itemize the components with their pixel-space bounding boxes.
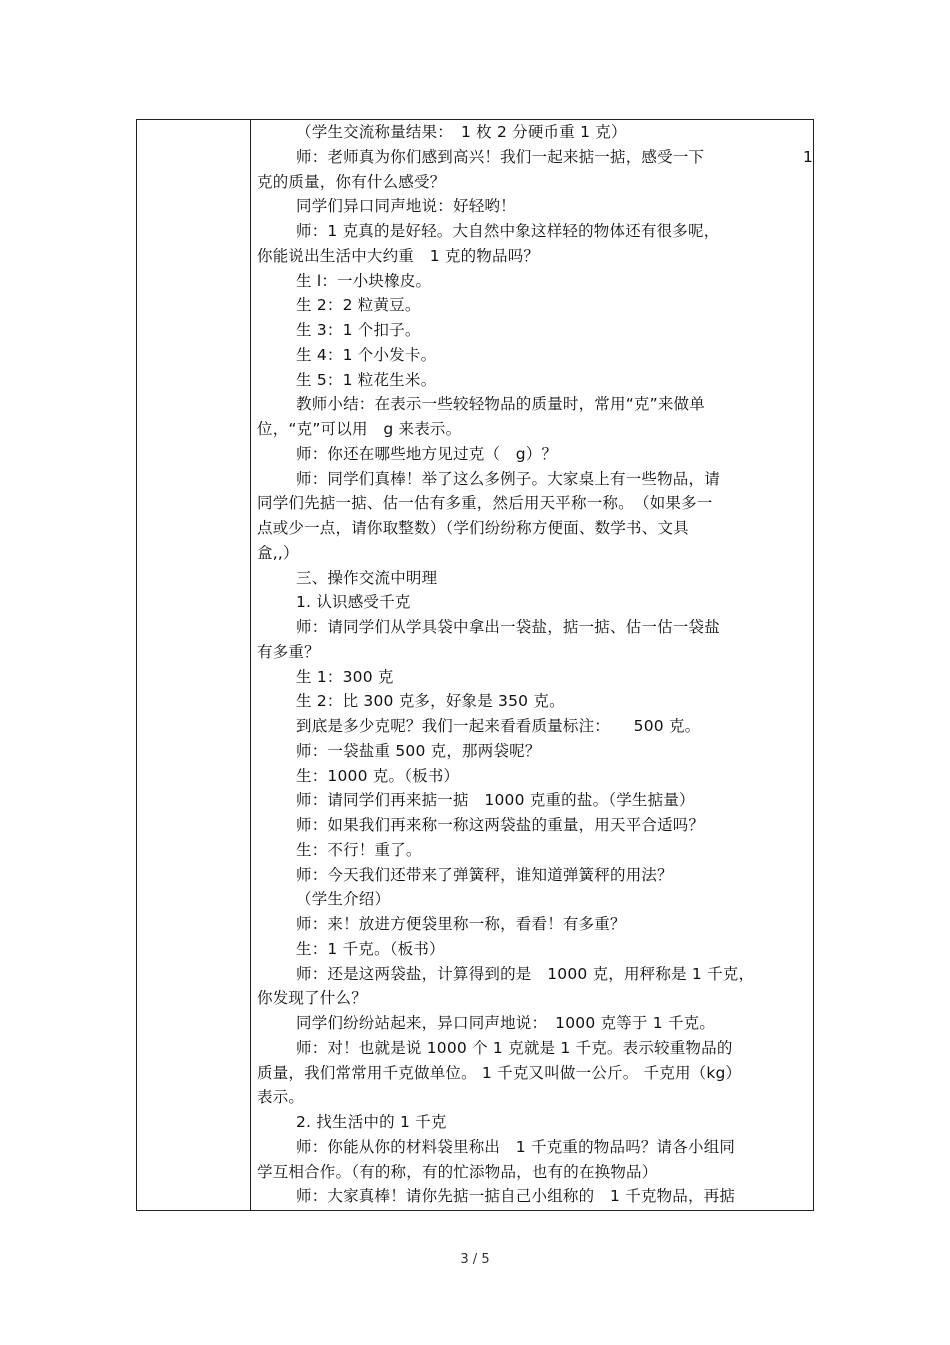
line-text: 生：不行！重了。 <box>296 840 422 859</box>
line-text: 生 4：1 个小发卡。 <box>296 345 437 364</box>
line-text: （学生介绍） <box>296 890 391 909</box>
text-line <box>257 194 813 219</box>
text-line <box>257 417 813 442</box>
text-line <box>257 615 813 640</box>
text-line <box>257 467 813 492</box>
line-text: 同学们异口同声地说：好轻哟！ <box>296 197 516 216</box>
text-line <box>257 318 813 343</box>
line-text: 生 2：比 300 克多，好象是 350 克。 <box>296 692 565 711</box>
text-line <box>257 813 813 838</box>
line-text: 师：一袋盐重 500 克，那两袋呢？ <box>296 741 541 760</box>
text-line <box>257 838 813 863</box>
line-text: 质量，我们常常用千克做单位。 1 千克又叫做一公斤。 千克用（kg） <box>257 1063 742 1082</box>
text-line <box>257 244 813 269</box>
text-line <box>257 1085 813 1110</box>
text-line <box>257 293 813 318</box>
line-text: 到底是多少克呢？我们一起来看看质量标注： 500 克。 <box>296 717 701 735</box>
line-text: 师：今天我们还带来了弹簧秤，谁知道弹簧秤的用法？ <box>296 865 673 884</box>
line-text: 表示。 <box>257 1088 305 1107</box>
line-text: 点或少一点，请你取整数）（学们纷纷称方便面、数学书、文具 <box>257 519 689 537</box>
line-text: 生：1000 克。（板书） <box>296 766 460 785</box>
line-text: 师：1 克真的是好轻。大自然中象这样轻的物体还有很多呢， <box>296 222 720 240</box>
text-line <box>257 863 813 888</box>
line-text: 位，“克”可以用 g 来表示。 <box>257 420 462 438</box>
line-text: 有多重？ <box>257 642 320 661</box>
line-text: 师：老师真为你们感到高兴！我们一起来掂一掂，感受一下 <box>296 147 705 166</box>
text-line <box>257 566 813 591</box>
line-text-end: 1 <box>802 147 813 166</box>
text-line <box>257 343 813 368</box>
text-line <box>257 1011 813 1036</box>
lesson-table <box>136 119 814 1211</box>
line-text: 生 3：1 个扣子。 <box>296 321 421 339</box>
line-text: 你能说出生活中大约重 1 克的物品吗？ <box>257 246 540 265</box>
text-line <box>257 714 813 739</box>
text-line <box>257 962 813 987</box>
line-text: 生 2：2 粒黄豆。 <box>296 296 421 315</box>
text-line <box>257 640 813 665</box>
text-line <box>257 392 813 417</box>
line-text: 师：你还在哪些地方见过克（ g）？ <box>296 444 558 463</box>
text-line <box>257 491 813 516</box>
column-divider <box>250 120 251 1210</box>
text-line <box>257 1110 813 1135</box>
text-line <box>257 986 813 1011</box>
line-text: （学生交流称量结果： 1 枚 2 分硬币重 1 克） <box>296 123 627 141</box>
text-line <box>257 887 813 912</box>
line-text: 师：来！放进方便袋里称一称，看看！有多重？ <box>296 915 626 933</box>
page-number: 3 / 5 <box>460 1252 490 1267</box>
line-text: 师：对！也就是说 1000 个 1 克就是 1 千克。表示较重物品的 <box>296 1038 733 1057</box>
line-text: 克的质量，你有什么感受？ <box>257 172 446 191</box>
text-line <box>257 912 813 937</box>
text-line <box>257 739 813 764</box>
text-line <box>257 145 813 170</box>
text-line <box>257 1160 813 1185</box>
text-line <box>257 120 813 145</box>
line-text: 三、操作交流中明理 <box>296 568 438 587</box>
text-line <box>257 937 813 962</box>
line-text: 师：如果我们再来称一称这两袋盐的重量，用天平合适吗？ <box>296 816 705 834</box>
text-line <box>257 1135 813 1160</box>
text-line <box>257 219 813 244</box>
line-text: 生 1：300 克 <box>296 667 394 686</box>
text-line <box>257 516 813 541</box>
text-line <box>257 590 813 615</box>
text-line <box>257 1184 813 1209</box>
line-text: 师：请同学们再来掂一掂 1000 克重的盐。（学生掂量） <box>296 791 695 810</box>
line-text: 你发现了什么？ <box>257 989 367 1008</box>
line-text: 学互相合作。（有的称，有的忙添物品，也有的在换物品） <box>257 1162 658 1181</box>
line-text: 同学们先掂一掂、估一估有多重，然后用天平称一称。 （如果多一 <box>257 494 713 513</box>
line-text: 教师小结：在表示一些较轻物品的质量时，常用“克”来做单 <box>296 395 705 414</box>
line-text: 1. 认识感受千克 <box>296 593 411 612</box>
line-text: 盒,,） <box>257 543 299 562</box>
line-text: 生 5：1 粒花生米。 <box>296 370 437 389</box>
text-line <box>257 170 813 195</box>
line-text: 师：还是这两袋盐，计算得到的是 1000 克，用秤称是 1 千克， <box>296 964 755 983</box>
text-line <box>257 442 813 467</box>
text-line <box>257 665 813 690</box>
line-text: 师：同学们真棒！举了这么多例子。大家桌上有一些物品，请 <box>296 469 720 488</box>
text-line <box>257 1061 813 1086</box>
text-line <box>257 788 813 813</box>
line-text: 师：请同学们从学具袋中拿出一袋盐，掂一掂、估一估一袋盐 <box>296 618 720 636</box>
text-line <box>257 689 813 714</box>
text-line <box>257 1036 813 1061</box>
text-line <box>257 368 813 393</box>
line-text: 同学们纷纷站起来，异口同声地说： 1000 克等于 1 千克。 <box>296 1014 716 1032</box>
lesson-content-cell <box>257 120 813 1209</box>
text-line <box>257 764 813 789</box>
line-text: 生：1 千克。（板书） <box>296 939 445 958</box>
text-line <box>257 541 813 566</box>
line-text: 师：你能从你的材料袋里称出 1 千克重的物品吗？请各小组同 <box>296 1137 736 1156</box>
line-text: 师：大家真棒！请你先掂一掂自己小组称的 1 千克物品，再掂 <box>296 1187 736 1206</box>
line-text: 生 l：一小块橡皮。 <box>296 271 432 290</box>
text-line <box>257 269 813 294</box>
line-text: 2. 找生活中的 1 千克 <box>296 1113 447 1131</box>
